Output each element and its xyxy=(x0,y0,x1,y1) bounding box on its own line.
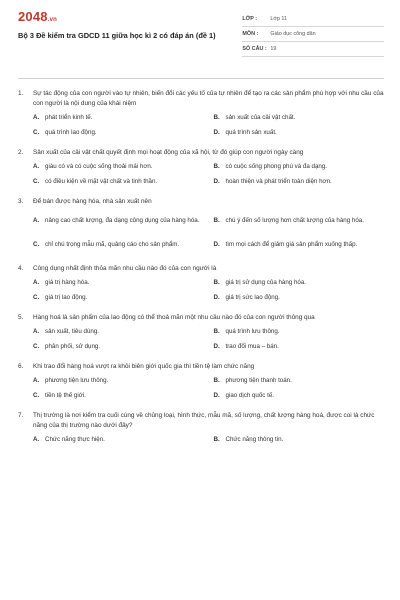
answer-option[interactable] xyxy=(33,162,204,171)
option-letter: B. xyxy=(213,114,220,121)
option-letter: A. xyxy=(33,328,40,335)
option-text: giá trị hàng hóa. xyxy=(45,279,90,286)
site-logo[interactable] xyxy=(18,10,242,27)
option-text: tìm mọi cách để giảm giá sản phẩm xuống thấp. xyxy=(225,240,358,248)
option-text: có cuộc sống phong phú và đa dạng. xyxy=(225,163,327,170)
option-letter: A. xyxy=(33,279,40,286)
question-text: Sản xuất của cải vật chất quyết định mọi hoạt động của xã hội, từ đó giúp con người ngày càng xyxy=(33,149,304,156)
option-letter: D. xyxy=(213,392,220,399)
option-letter: D. xyxy=(213,343,220,350)
option-text: quá trình lao động. xyxy=(45,129,97,136)
question-text: Sự tác động của con người vào tự nhiên, biến đổi các yếu tố của tự nhiên để tạo ra các sản phẩm phù hợp với nhu cầu của con người là nội dung của khái niệm xyxy=(33,90,384,107)
option-text: sản xuất của cải vật chất. xyxy=(225,114,296,121)
option-letter: B. xyxy=(213,328,220,335)
answer-option[interactable] xyxy=(33,327,204,336)
option-letter: A. xyxy=(33,216,40,224)
option-letter: C. xyxy=(33,343,40,350)
question-text: Công dụng nhất định thỏa mãn nhu cầu nào đó của con người là xyxy=(33,265,217,272)
answer-options xyxy=(33,162,384,186)
answer-option[interactable] xyxy=(214,278,385,287)
option-text: nâng cao chất lượng, đa dạng công dụng của hàng hóa. xyxy=(45,216,200,224)
meta-row-class xyxy=(242,12,384,27)
option-letter: C. xyxy=(33,294,40,301)
option-text: giá trị lao động. xyxy=(45,294,88,301)
answer-options xyxy=(33,327,384,351)
option-text: quá trình sản xuất. xyxy=(225,129,277,136)
answer-option[interactable] xyxy=(214,342,385,351)
answer-option[interactable] xyxy=(214,376,385,385)
option-text: Chức năng thực hiện. xyxy=(45,436,105,443)
question xyxy=(18,264,384,302)
option-letter: A. xyxy=(33,436,40,443)
meta-key: SỐ CÂU : xyxy=(242,46,267,52)
option-text: giao dịch quốc tế. xyxy=(225,392,275,399)
option-text: phương tiện thanh toán. xyxy=(225,377,292,384)
question-number: 3. xyxy=(18,198,24,205)
option-letter: D. xyxy=(213,178,220,185)
option-letter: B. xyxy=(213,279,220,286)
meta-value: Giáo dục công dân xyxy=(270,31,316,37)
option-letter: C. xyxy=(33,392,40,399)
option-text: tiền tệ thế giới. xyxy=(45,392,86,399)
question xyxy=(18,197,384,253)
question-number: 1. xyxy=(18,90,24,97)
option-text: quá trình lưu thông. xyxy=(225,328,280,335)
answer-option[interactable] xyxy=(214,128,385,137)
option-text: Chức năng thông tin. xyxy=(225,436,284,443)
question xyxy=(18,313,384,351)
answer-option[interactable] xyxy=(214,162,385,171)
answer-option[interactable] xyxy=(33,391,204,400)
meta-table xyxy=(242,12,384,57)
answer-options xyxy=(33,435,384,444)
question-number: 5. xyxy=(18,314,24,321)
option-text: giá trị sức lao động. xyxy=(225,294,280,301)
option-text: chú ý đến số lượng hơn chất lượng của hàng hóa. xyxy=(225,216,364,224)
option-text: hoàn thiện và phát triển toàn diện hơn. xyxy=(225,178,332,185)
answer-option[interactable] xyxy=(214,113,385,122)
answer-option[interactable] xyxy=(33,235,204,253)
meta-key: LỚP : xyxy=(242,16,258,22)
logo-main: 2048 xyxy=(18,9,48,24)
option-letter: C. xyxy=(33,240,40,248)
option-letter: C. xyxy=(33,129,40,136)
answer-option[interactable] xyxy=(214,327,385,336)
answer-options xyxy=(33,278,384,302)
meta-value: Lớp 11 xyxy=(270,16,288,22)
answer-option[interactable] xyxy=(214,235,385,253)
option-letter: B. xyxy=(213,216,220,224)
answer-option[interactable] xyxy=(33,128,204,137)
meta-key: MÔN : xyxy=(242,31,259,37)
answer-option[interactable] xyxy=(214,435,385,444)
option-text: phát triển kinh tế. xyxy=(45,114,93,121)
answer-option[interactable] xyxy=(214,211,385,229)
meta-value: 19 xyxy=(270,46,277,52)
question-text: Thị trường là nơi kiểm tra cuối cùng về chủng loại, hình thức, mẫu mã, số lượng, chất lượng hàng hoá, được coi là chức năng của thị trường nào dưới đây? xyxy=(33,412,375,429)
answer-option[interactable] xyxy=(33,177,204,186)
option-letter: A. xyxy=(33,377,40,384)
question xyxy=(18,148,384,186)
question xyxy=(18,89,384,137)
answer-option[interactable] xyxy=(214,293,385,302)
option-text: sản xuất, tiêu dùng. xyxy=(45,328,100,335)
answer-option[interactable] xyxy=(214,177,385,186)
meta-row-count xyxy=(242,42,384,57)
option-text: giàu có và có cuộc sống thoải mái hơn. xyxy=(45,163,153,170)
answer-option[interactable] xyxy=(33,278,204,287)
option-letter: B. xyxy=(213,436,220,443)
answer-option[interactable] xyxy=(33,435,204,444)
question-text: Để bán được hàng hóa, nhà sản xuất nên xyxy=(33,198,152,205)
option-letter: B. xyxy=(213,377,220,384)
option-letter: D. xyxy=(213,294,220,301)
option-text: có điều kiện về mặt vật chất và tinh thần. xyxy=(45,178,158,185)
answer-options xyxy=(33,376,384,400)
option-text: giá trị sử dụng của hàng hóa. xyxy=(225,279,307,286)
answer-option[interactable] xyxy=(33,211,204,229)
question-list xyxy=(18,89,384,444)
answer-option[interactable] xyxy=(214,391,385,400)
question-text: Khi trao đổi hàng hoá vượt ra khỏi biên giới quốc gia thì tiền tệ làm chức năng xyxy=(33,363,255,370)
answer-option[interactable] xyxy=(33,293,204,302)
answer-options xyxy=(33,113,384,137)
question-number: 7. xyxy=(18,412,24,419)
option-letter: B. xyxy=(213,163,220,170)
option-letter: A. xyxy=(33,114,40,121)
option-letter: D. xyxy=(213,240,220,248)
option-text: phương tiện lưu thông. xyxy=(45,377,109,384)
option-letter: D. xyxy=(213,129,220,136)
option-letter: A. xyxy=(33,163,40,170)
option-text: phân phối, sử dụng. xyxy=(45,343,101,350)
question xyxy=(18,362,384,400)
question-text: Hàng hoá là sản phẩm của lao động có thể thoả mãn một nhu cầu nào đó của con người thông qua xyxy=(33,314,315,321)
option-text: trao đổi mua – bán. xyxy=(225,343,279,350)
answer-option[interactable] xyxy=(33,113,204,122)
logo-suffix: .vn xyxy=(47,17,58,23)
header-divider xyxy=(18,78,384,79)
brand-block xyxy=(18,10,242,41)
option-text: chỉ chú trọng mẫu mã, quảng cáo cho sản phẩm. xyxy=(45,240,180,248)
question xyxy=(18,411,384,444)
header xyxy=(18,10,384,66)
answer-options xyxy=(33,211,384,253)
question-number: 2. xyxy=(18,149,24,156)
question-number: 6. xyxy=(18,363,24,370)
meta-row-subject xyxy=(242,27,384,42)
answer-option[interactable] xyxy=(33,376,204,385)
document-title: Bộ 3 Đề kiểm tra GDCD 11 giữa học kì 2 có đáp án (đề 1) xyxy=(18,31,216,40)
question-number: 4. xyxy=(18,265,24,272)
option-letter: C. xyxy=(33,178,40,185)
answer-option[interactable] xyxy=(33,342,204,351)
